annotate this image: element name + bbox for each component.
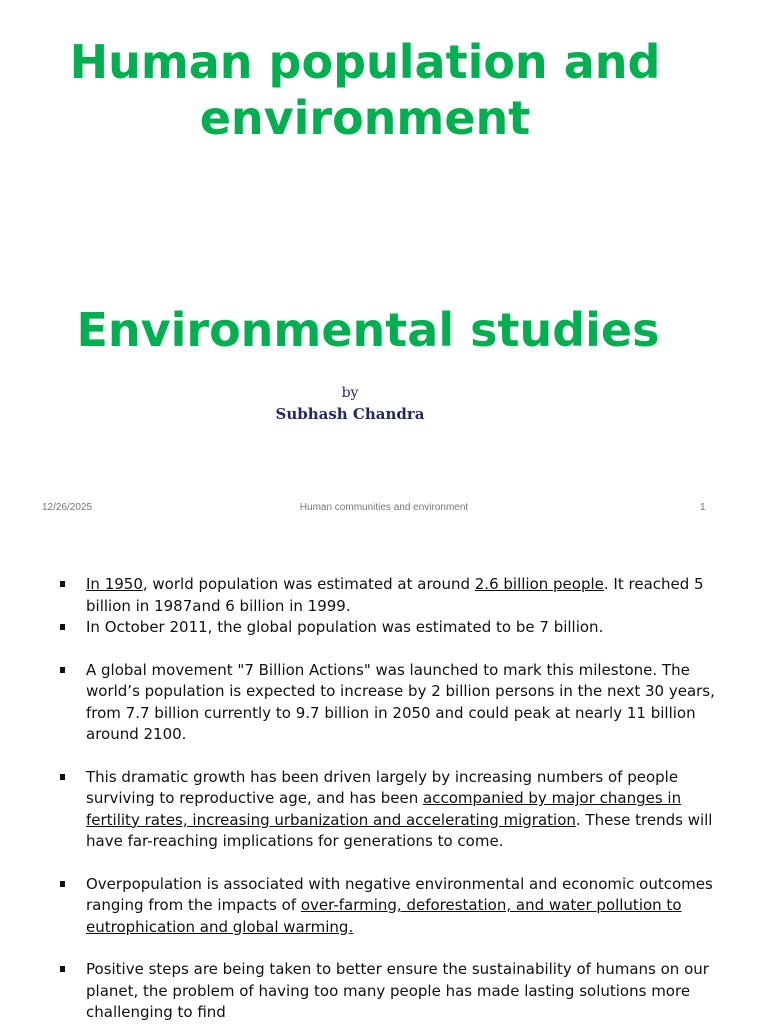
content-slide [0,560,768,1020]
bullet-text: . It reached 5 billion in 1987and 6 billion in 1999. [86,575,704,615]
bullet-text: . These trends will have far-reaching implications for generations to come. [86,810,713,850]
bullet-item [60,660,724,746]
bullet-item [60,767,724,853]
bullet-text: This dramatic growth has been driven largely by increasing numbers of people surviving to reproductive age, and has been [86,767,679,807]
footer-date: 12/26/2025 [42,502,93,513]
bullet-text-underlined: accompanied by major changes in fertility rates, increasing urbanization and accelerating migration [86,789,682,829]
bullet-square-icon [60,966,65,972]
bullet-square-icon [60,881,65,887]
bullet-square-icon [60,581,65,587]
bullet-spacer [60,639,724,660]
bullet-text: In October 2011, the global population was estimated to be 7 billion. [86,618,604,636]
bullet-list [60,574,724,1024]
bullet-item [60,574,724,617]
bullet-item [60,874,724,939]
bullet-square-icon [60,774,65,780]
bullet-item [60,959,724,1024]
bullet-square-icon [60,667,65,673]
slide-title: Human population and environment [69,35,661,145]
bullet-text: A global movement "7 Billion Actions" was launched to mark this milestone. The world’s population is expected to increase by 2 billion persons in the next 30 years, from 7.7 billion currently to 9.7 billion in 2050 and could peak at nearly 11 billion around 2100. [86,660,715,743]
bullet-text: Overpopulation is associated with negative environmental and economic outcomes ranging from the impacts of [86,874,713,914]
bullet-text-underlined: In 1950 [86,575,143,593]
slide-subtitle: Environmental studies [76,303,660,357]
bullet-square-icon [60,624,65,630]
bullet-text-underlined: over-farming, deforestation, and water pollution to eutrophication and global warming. [86,896,682,936]
bullet-text-underlined: 2.6 billion people [474,575,604,593]
by-label: by [341,385,359,401]
bullet-spacer [60,853,724,874]
footer-page-number: 1 [700,502,706,513]
author-name: Subhash Chandra [275,405,425,423]
bullet-spacer [60,746,724,767]
bullet-item [60,617,724,639]
bullet-spacer [60,938,724,959]
footer-title: Human communities and environment [299,502,469,513]
bullet-text: Positive steps are being taken to better ensure the sustainability of humans on our planet, the problem of having too many people has made lasting solutions more challenging to find [86,960,709,1021]
bullet-text: , world population was estimated at around [142,575,475,593]
